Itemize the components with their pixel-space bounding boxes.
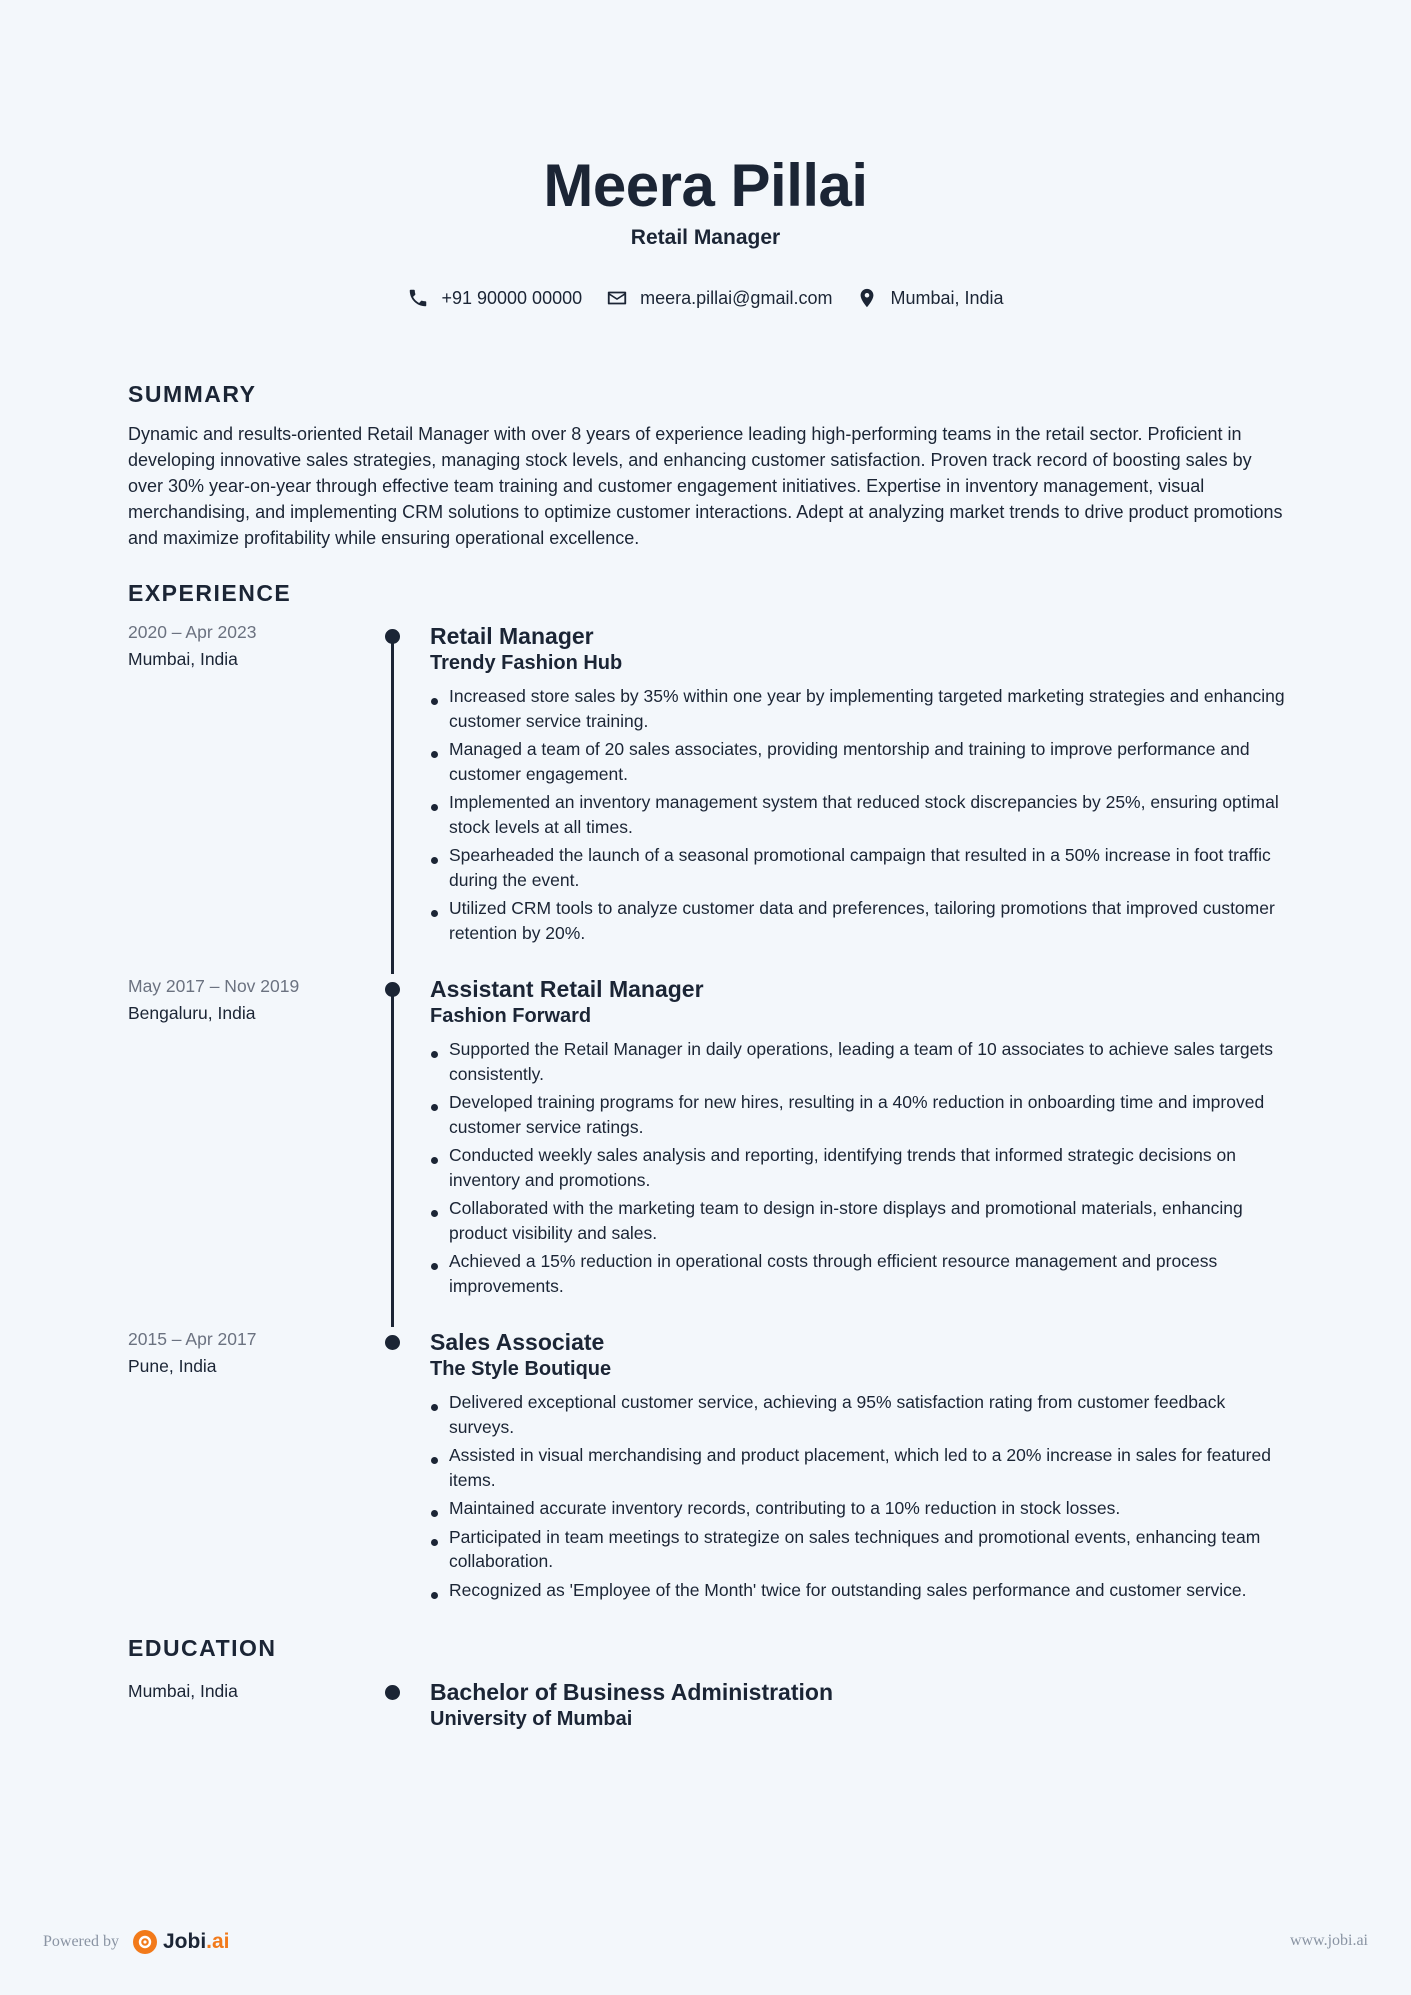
job-entry [430,622,1290,949]
job-meta [128,1329,256,1377]
summary-heading: SUMMARY [128,381,257,407]
job-bullet: Implemented an inventory management system that reduced stock discrepancies by 25%, ensuring optimal stock levels at all times. [430,790,1290,839]
envelope-icon [606,287,628,309]
contact-phone[interactable] [407,287,582,309]
phone-icon [407,287,429,309]
website-link[interactable]: www.jobi.ai [1289,1932,1368,1949]
job-bullet: Utilized CRM tools to analyze customer data and preferences, tailoring promotions that improved customer retention by 20%. [430,896,1290,945]
job-entry [430,1328,1290,1606]
job-bullet: Managed a team of 20 sales associates, providing mentorship and training to improve performance and customer engagement. [430,737,1290,786]
education-location: Mumbai, India [128,1681,238,1701]
job-bullet: Delivered exceptional customer service, achieving a 95% satisfaction rating from customer feedback surveys. [430,1390,1290,1439]
jobi-logo-icon [133,1930,157,1954]
education-entry [430,1678,1290,1732]
summary-text: Dynamic and results-oriented Retail Manager with over 8 years of experience leading high-performing teams in the retail sector. Proficient in developing innovative sales strategies, managing stock levels, and enhancing customer satisfaction. Proven track record of boosting sales by over 30% year-on-year through effective team training and customer engagement initiatives. Expertise in inventory management, visual merchandising, and implementing CRM solutions to optimize customer interactions. Adept at analyzing market trends to drive product promotions and maximize profitability while ensuring operational excellence. [128,424,1283,548]
job-meta [128,622,256,670]
timeline-dot [385,982,400,997]
timeline-dot [385,1685,400,1700]
education-heading: EDUCATION [128,1635,277,1661]
job-bullet: Collaborated with the marketing team to design in-store displays and promotional materials, enhancing product visibility and sales. [430,1196,1290,1245]
candidate-role: Retail Manager [630,226,781,249]
job-bullets [430,1037,1290,1298]
education-meta [128,1681,238,1702]
location-text: Mumbai, India [890,287,1004,308]
job-bullet: Spearheaded the launch of a seasonal promotional campaign that resulted in a 50% increase in foot traffic during the event. [430,843,1290,892]
job-location: Pune, India [128,1356,217,1376]
job-bullet: Developed training programs for new hires, resulting in a 40% reduction in onboarding time and improved customer service ratings. [430,1090,1290,1139]
job-location: Mumbai, India [128,649,238,669]
education-degree: Bachelor of Business Administration [430,1679,833,1705]
footer-branding [43,1930,230,1954]
job-company: Fashion Forward [430,1005,592,1027]
jobi-logo-link[interactable] [133,1930,230,1954]
education-school: University of Mumbai [430,1708,633,1730]
job-title: Retail Manager [430,623,594,649]
powered-by-text: Powered by [43,1933,119,1950]
logo-main: Jobi [162,1930,207,1953]
phone-text: +91 90000 00000 [441,287,583,308]
job-bullet: Recognized as 'Employee of the Month' twice for outstanding sales performance and customer service. [430,1578,1290,1603]
map-pin-icon [856,287,878,309]
job-bullet: Increased store sales by 35% within one year by implementing targeted marketing strategies and enhancing customer service training. [430,684,1290,733]
job-company: The Style Boutique [430,1358,612,1380]
contact-email[interactable] [606,287,832,309]
job-bullet: Assisted in visual merchandising and product placement, which led to a 20% increase in sales for featured items. [430,1443,1290,1492]
job-bullets [430,684,1290,945]
job-bullets [430,1390,1290,1602]
job-company: Trendy Fashion Hub [430,652,623,674]
job-bullet: Supported the Retail Manager in daily operations, leading a team of 10 associates to achieve sales targets consistently. [430,1037,1290,1086]
job-bullet: Conducted weekly sales analysis and reporting, identifying trends that informed strategic decisions on inventory and promotions. [430,1143,1290,1192]
job-entry [430,975,1290,1302]
job-dates: 2015 – Apr 2017 [128,1329,257,1349]
contact-location [856,287,1003,309]
job-location: Bengaluru, India [128,1003,256,1023]
timeline-dot [385,1335,400,1350]
contact-bar [0,287,1411,309]
job-title: Sales Associate [430,1329,605,1355]
job-meta [128,976,299,1024]
job-dates: May 2017 – Nov 2019 [128,976,300,996]
email-text: meera.pillai@gmail.com [640,287,833,308]
timeline-line [391,990,394,1327]
job-bullet: Achieved a 15% reduction in operational costs through efficient resource management and process improvements. [430,1249,1290,1298]
candidate-name: Meera Pillai [543,152,868,219]
timeline-line [391,637,394,974]
job-title: Assistant Retail Manager [430,976,704,1002]
logo-suffix: .ai [206,1930,230,1953]
timeline-dot [385,629,400,644]
job-bullet: Participated in team meetings to strategize on sales techniques and promotional events, enhancing team collaboration. [430,1525,1290,1574]
job-bullet: Maintained accurate inventory records, contributing to a 10% reduction in stock losses. [430,1496,1290,1521]
experience-heading: EXPERIENCE [128,580,292,606]
job-dates: 2020 – Apr 2023 [128,622,257,642]
jobi-logo-text [163,1930,230,1954]
